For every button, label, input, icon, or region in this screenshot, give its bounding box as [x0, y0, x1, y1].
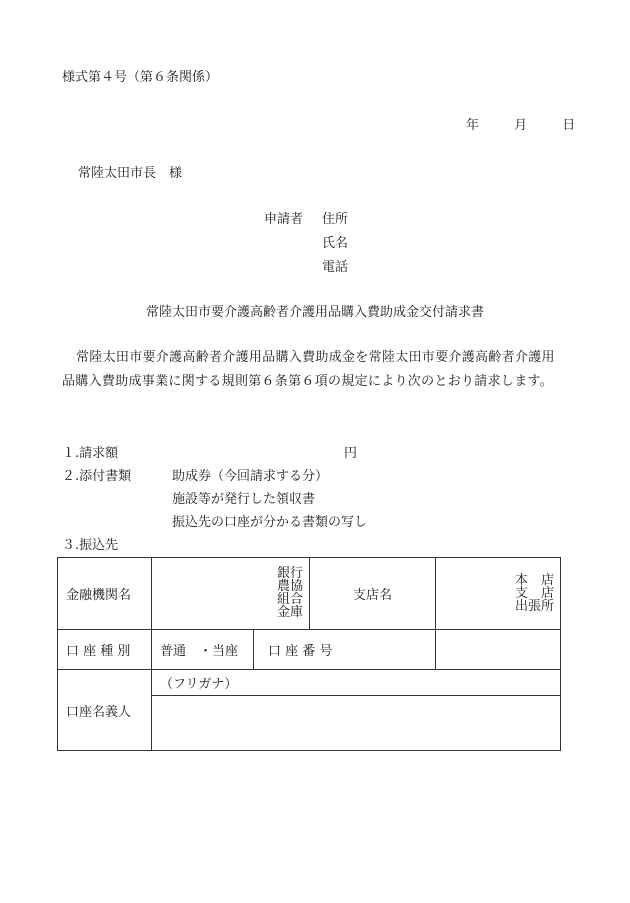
- branch-type: 支 店: [515, 585, 555, 601]
- account-type-label: 口 座 種 別: [58, 630, 152, 670]
- branch-input[interactable]: [436, 558, 561, 630]
- amount-label: １.請求額: [62, 446, 119, 461]
- branch-label: 支店名: [310, 558, 436, 630]
- date-year-label: 年: [466, 118, 480, 133]
- date-day-label: 日: [562, 118, 576, 133]
- branch-type: 本 店: [515, 572, 555, 588]
- addressee: 常陸太田市長 様: [78, 166, 183, 181]
- applicant-name-row: [264, 232, 348, 256]
- institution-input[interactable]: [152, 558, 310, 630]
- account-type-row: [58, 630, 561, 670]
- address-label: 住所: [322, 212, 349, 227]
- applicant-phone-row: [264, 256, 348, 280]
- document-title: 常陸太田市要介護高齢者介護用品購入費助成金交付請求書: [145, 305, 484, 320]
- branch-type-stack: [515, 574, 554, 613]
- institution-type: 組合: [277, 592, 304, 607]
- furigana-row: [58, 670, 561, 696]
- account-number-input[interactable]: [436, 630, 561, 670]
- institution-type: 農協: [277, 579, 304, 594]
- attachment-item: 助成券（今回請求する分）: [172, 469, 329, 484]
- applicant-label: 申請者: [264, 212, 304, 227]
- attachments-label: ２.添付書類: [62, 469, 132, 484]
- body-paragraph: 常陸太田市要介護高齢者介護用品購入費助成金を常陸太田市要介護高齢者介護用品購入費助成事業に関する規則第６条第６項の規定により次のとおり請求します。: [62, 350, 555, 389]
- applicant-address-row: [264, 208, 348, 232]
- branch-type: 出張所: [515, 598, 555, 614]
- account-holder-input[interactable]: [152, 696, 561, 751]
- account-holder-label: 口座名義人: [58, 670, 152, 751]
- furigana-label: （フリガナ）: [152, 670, 561, 696]
- institution-label: 金融機関名: [58, 558, 152, 630]
- date-line: [466, 114, 575, 133]
- attachment-item: 施設等が発行した領収書: [172, 492, 316, 507]
- institution-row: [58, 558, 561, 630]
- form-number: 様式第４号（第６条関係）: [62, 70, 219, 85]
- phone-label: 電話: [322, 260, 349, 275]
- transfer-label: ３.振込先: [62, 538, 119, 553]
- bank-account-table: [57, 557, 561, 751]
- date-month-label: 月: [514, 118, 528, 133]
- institution-type: 金庫: [277, 605, 304, 620]
- account-type-options[interactable]: 普通 ・当座: [152, 630, 254, 670]
- amount-unit: 円: [344, 446, 358, 461]
- institution-type-stack: [277, 567, 303, 619]
- name-label: 氏名: [322, 236, 349, 251]
- attachment-item: 振込先の口座が分かる書類の写し: [172, 515, 368, 530]
- account-number-label: 口 座 番 号: [254, 630, 436, 670]
- applicant-block: [264, 208, 348, 280]
- institution-type: 銀行: [277, 566, 304, 581]
